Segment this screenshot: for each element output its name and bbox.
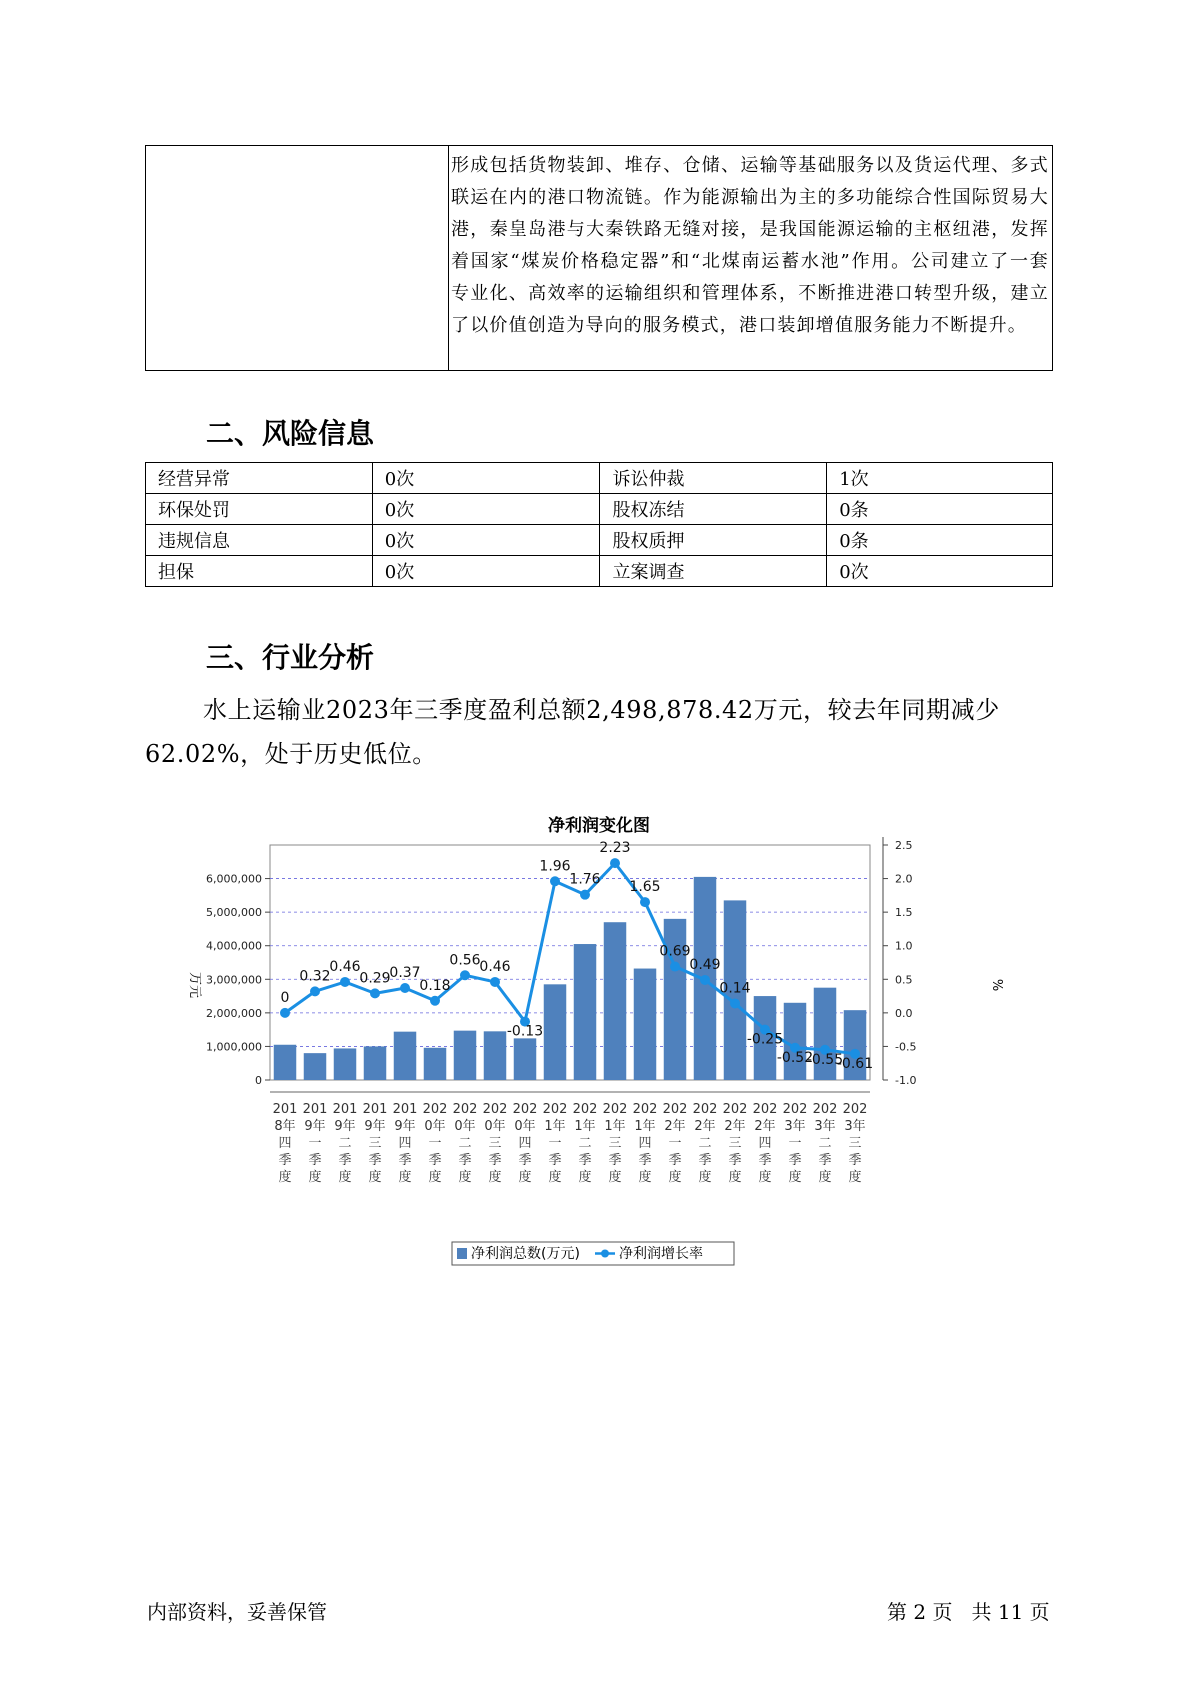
x-tick-label: 度	[278, 1170, 292, 1185]
footer-left: 内部资料，妥善保管	[147, 1600, 327, 1624]
growth-data-label: 0	[280, 989, 290, 1006]
growth-data-label: 0.46	[329, 958, 361, 975]
legend-line-swatch	[601, 1250, 609, 1258]
x-tick-label: 季	[788, 1153, 802, 1168]
x-tick-label: 8年	[274, 1119, 296, 1134]
x-tick-label: 季	[578, 1153, 592, 1168]
growth-point	[310, 986, 320, 996]
x-tick-label: 一	[308, 1136, 322, 1151]
x-tick-label: 度	[758, 1170, 772, 1185]
x-tick-label: 季	[368, 1153, 382, 1168]
x-tick-label: 度	[638, 1170, 652, 1185]
growth-point	[550, 876, 560, 886]
risk-label: 经营异常	[146, 463, 373, 494]
x-tick-label: 度	[338, 1170, 352, 1185]
y-tick-label: 6,000,000	[206, 872, 262, 886]
growth-data-label: -0.25	[746, 1031, 784, 1048]
bar	[574, 944, 597, 1080]
risk-label: 环保处罚	[146, 494, 373, 525]
x-tick-label: 季	[638, 1153, 652, 1168]
x-tick-label: 201	[302, 1102, 328, 1117]
x-tick-label: 二	[338, 1136, 352, 1151]
risk-row	[146, 525, 1053, 556]
y2-tick-label: 1.0	[895, 939, 913, 953]
risk-value: 0条	[827, 525, 1053, 556]
x-tick-label: 2年	[754, 1119, 776, 1134]
risk-value: 1次	[827, 463, 1053, 494]
x-tick-label: 202	[692, 1102, 718, 1117]
x-tick-label: 二	[818, 1136, 832, 1151]
x-tick-label: 一	[668, 1136, 682, 1151]
chart-svg	[175, 805, 1004, 1265]
x-tick-label: 一	[428, 1136, 442, 1151]
x-tick-label: 202	[542, 1102, 568, 1117]
x-tick-label: 季	[278, 1153, 292, 1168]
x-tick-label: 202	[422, 1102, 448, 1117]
x-tick-label: 202	[632, 1102, 658, 1117]
risk-row	[146, 556, 1053, 587]
growth-data-label: 0.37	[389, 965, 421, 982]
x-tick-label: 二	[458, 1136, 472, 1151]
risk-row	[146, 463, 1053, 494]
intro-table	[145, 145, 1053, 371]
bar	[604, 922, 627, 1080]
y-tick-label: 4,000,000	[206, 939, 262, 953]
x-tick-label: 季	[728, 1153, 742, 1168]
y-tick-label: 3,000,000	[206, 973, 262, 987]
x-tick-label: 2年	[724, 1119, 746, 1134]
bar	[424, 1048, 447, 1080]
legend-line-label: 净利润增长率	[619, 1246, 703, 1262]
x-tick-label: 度	[368, 1170, 382, 1185]
risk-label: 诉讼仲裁	[600, 463, 827, 494]
x-tick-label: 度	[848, 1170, 862, 1185]
risk-row	[146, 494, 1053, 525]
growth-data-label: 0.14	[719, 980, 751, 997]
x-tick-label: 202	[752, 1102, 778, 1117]
growth-point	[370, 988, 380, 998]
x-tick-label: 0年	[454, 1119, 476, 1134]
net-profit-chart	[175, 805, 1004, 1265]
growth-data-label: 0.69	[659, 943, 691, 960]
y-tick-label: 0	[255, 1074, 262, 1087]
growth-point	[670, 962, 680, 972]
y2-tick-label: -1.0	[895, 1074, 917, 1087]
risk-label: 股权质押	[600, 525, 827, 556]
y2-tick-label: 1.5	[895, 906, 913, 920]
x-tick-label: 三	[608, 1136, 622, 1151]
risk-table	[145, 462, 1053, 587]
growth-point	[640, 897, 650, 907]
y2-tick-label: 0.5	[895, 973, 913, 987]
growth-data-label: 0.49	[689, 956, 721, 973]
x-tick-label: 度	[308, 1170, 322, 1185]
x-tick-label: 202	[842, 1102, 868, 1117]
x-tick-label: 3年	[844, 1119, 866, 1134]
growth-data-label: 0.18	[419, 977, 451, 994]
x-tick-label: 三	[368, 1136, 382, 1151]
x-tick-label: 201	[392, 1102, 418, 1117]
x-tick-label: 度	[728, 1170, 742, 1185]
growth-point	[400, 983, 410, 993]
x-tick-label: 202	[782, 1102, 808, 1117]
y2-axis-label: %	[989, 978, 1004, 992]
x-tick-label: 季	[488, 1153, 502, 1168]
y2-tick-label: 0.0	[895, 1006, 913, 1020]
x-tick-label: 一	[788, 1136, 802, 1151]
x-tick-label: 0年	[484, 1119, 506, 1134]
chart-title: 净利润变化图	[548, 816, 650, 836]
y2-tick-label: -0.5	[895, 1040, 917, 1054]
x-tick-label: 季	[608, 1153, 622, 1168]
x-tick-label: 四	[518, 1136, 532, 1151]
growth-point	[580, 890, 590, 900]
bar	[304, 1053, 327, 1080]
growth-data-label: 0.56	[449, 952, 481, 969]
x-tick-label: 0年	[424, 1119, 446, 1134]
x-tick-label: 季	[668, 1153, 682, 1168]
x-tick-label: 度	[518, 1170, 532, 1185]
x-tick-label: 季	[458, 1153, 472, 1168]
risk-value: 0条	[827, 494, 1053, 525]
x-tick-label: 季	[548, 1153, 562, 1168]
x-tick-label: 季	[518, 1153, 532, 1168]
growth-data-label: 2.23	[599, 840, 631, 857]
legend-bar-label: 净利润总数(万元)	[471, 1246, 580, 1262]
x-tick-label: 0年	[514, 1119, 536, 1134]
x-tick-label: 9年	[304, 1119, 326, 1134]
x-tick-label: 季	[338, 1153, 352, 1168]
x-tick-label: 度	[788, 1170, 802, 1185]
growth-point	[730, 998, 740, 1008]
risk-value: 0次	[372, 525, 600, 556]
x-tick-label: 9年	[334, 1119, 356, 1134]
x-tick-label: 201	[272, 1102, 298, 1117]
x-tick-label: 1年	[634, 1119, 656, 1134]
x-tick-label: 四	[758, 1136, 772, 1151]
x-tick-label: 度	[818, 1170, 832, 1185]
growth-data-label: -0.61	[836, 1055, 874, 1072]
industry-section-title: 三、行业分析	[206, 641, 375, 674]
growth-point	[700, 975, 710, 985]
x-tick-label: 季	[818, 1153, 832, 1168]
x-tick-label: 2年	[694, 1119, 716, 1134]
growth-point	[460, 970, 470, 980]
intro-left-cell	[146, 146, 449, 370]
x-tick-label: 度	[488, 1170, 502, 1185]
bar	[484, 1031, 507, 1080]
growth-data-label: -0.52	[776, 1049, 814, 1066]
x-tick-label: 202	[602, 1102, 628, 1117]
x-tick-label: 9年	[394, 1119, 416, 1134]
x-tick-label: 度	[608, 1170, 622, 1185]
x-tick-label: 度	[398, 1170, 412, 1185]
y-tick-label: 5,000,000	[206, 906, 262, 920]
risk-value: 0次	[372, 556, 600, 587]
risk-label: 担保	[146, 556, 373, 587]
x-tick-label: 四	[638, 1136, 652, 1151]
x-tick-label: 二	[698, 1136, 712, 1151]
x-tick-label: 三	[488, 1136, 502, 1151]
bar	[454, 1031, 477, 1080]
x-tick-label: 季	[848, 1153, 862, 1168]
x-tick-label: 202	[512, 1102, 538, 1117]
bar	[394, 1032, 417, 1080]
x-tick-label: 季	[308, 1153, 322, 1168]
growth-point	[490, 977, 500, 987]
x-tick-label: 三	[728, 1136, 742, 1151]
y-tick-label: 2,000,000	[206, 1006, 262, 1020]
chart-legend	[452, 1242, 734, 1265]
bar	[634, 969, 657, 1080]
x-tick-label: 2年	[664, 1119, 686, 1134]
x-tick-label: 202	[482, 1102, 508, 1117]
x-tick-label: 度	[428, 1170, 442, 1185]
x-tick-label: 202	[662, 1102, 688, 1117]
intro-text: 形成包括货物装卸、堆存、仓储、运输等基础服务以及货运代理、多式联运在内的港口物流链。作为能源输出为主的多功能综合性国际贸易大港，秦皇岛港与大秦铁路无缝对接，是我国能源运输的主枢纽港，发挥着国家“煤炭价格稳定器”和“北煤南运蓄水池”作用。公司建立了一套专业化、高效率的运输组织和管理体系，不断推进港口转型升级，建立了以价值创造为导向的服务模式，港口装卸增值服务能力不断提升。	[451, 155, 1049, 336]
page-number: 第 2 页 共 11 页	[887, 1600, 1050, 1624]
x-tick-label: 四	[398, 1136, 412, 1151]
y2-tick-label: 2.5	[895, 839, 913, 852]
bar	[364, 1046, 387, 1080]
growth-data-label: 0.32	[299, 968, 331, 985]
x-tick-label: 季	[428, 1153, 442, 1168]
y2-tick-label: 2.0	[895, 872, 913, 886]
x-tick-label: 二	[578, 1136, 592, 1151]
legend-bar-swatch	[457, 1248, 467, 1259]
risk-label: 违规信息	[146, 525, 373, 556]
x-tick-label: 202	[572, 1102, 598, 1117]
x-tick-label: 3年	[784, 1119, 806, 1134]
x-tick-label: 三	[848, 1136, 862, 1151]
x-tick-label: 202	[812, 1102, 838, 1117]
x-tick-label: 四	[278, 1136, 292, 1151]
x-tick-label: 度	[578, 1170, 592, 1185]
x-tick-label: 3年	[814, 1119, 836, 1134]
industry-paragraph: 水上运输业2023年三季度盈利总额2,498,878.42万元，较去年同期减少62.02%，处于历史低位。	[145, 696, 1000, 768]
growth-point	[280, 1008, 290, 1018]
bar	[544, 984, 567, 1080]
y-axis-label: 万元	[187, 971, 202, 999]
x-tick-label: 202	[722, 1102, 748, 1117]
risk-value: 0次	[372, 463, 600, 494]
bar	[334, 1048, 357, 1080]
growth-data-label: 1.65	[629, 879, 661, 896]
x-tick-label: 度	[698, 1170, 712, 1185]
growth-data-label: -0.55	[806, 1051, 844, 1068]
x-tick-label: 202	[452, 1102, 478, 1117]
x-tick-label: 季	[398, 1153, 412, 1168]
growth-data-label: -0.13	[506, 1023, 544, 1040]
risk-label: 立案调查	[600, 556, 827, 587]
x-tick-label: 一	[548, 1136, 562, 1151]
x-tick-label: 1年	[574, 1119, 596, 1134]
growth-point	[610, 858, 620, 868]
x-tick-label: 季	[698, 1153, 712, 1168]
growth-data-label: 0.46	[479, 958, 511, 975]
bar	[514, 1038, 537, 1080]
growth-data-label: 1.96	[539, 858, 571, 875]
growth-point	[340, 977, 350, 987]
x-tick-label: 度	[458, 1170, 472, 1185]
growth-point	[430, 996, 440, 1006]
x-tick-label: 季	[758, 1153, 772, 1168]
risk-value: 0次	[372, 494, 600, 525]
x-tick-label: 1年	[544, 1119, 566, 1134]
risk-value: 0次	[827, 556, 1053, 587]
x-tick-label: 度	[548, 1170, 562, 1185]
risk-label: 股权冻结	[600, 494, 827, 525]
bar	[274, 1045, 297, 1080]
growth-data-label: 0.29	[359, 970, 391, 987]
x-tick-label: 度	[668, 1170, 682, 1185]
y-tick-label: 1,000,000	[206, 1040, 262, 1054]
x-tick-label: 1年	[604, 1119, 626, 1134]
growth-data-label: 1.76	[569, 871, 601, 888]
risk-section-title: 二、风险信息	[206, 417, 375, 450]
x-tick-label: 201	[332, 1102, 358, 1117]
x-tick-label: 201	[362, 1102, 388, 1117]
x-tick-label: 9年	[364, 1119, 386, 1134]
